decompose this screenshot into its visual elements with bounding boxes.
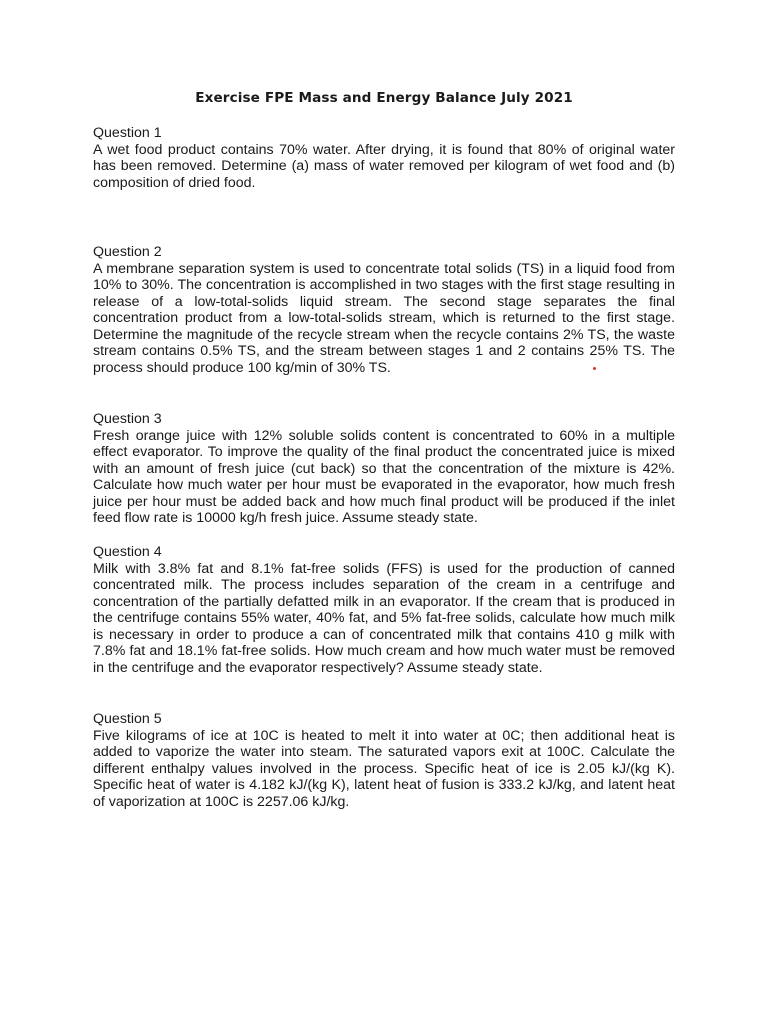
question-1-text: A wet food product contains 70% water. After drying, it is found that 80% of original water has been removed. Determine (a) mass of water removed per kilogram of wet food and (b) composition of dried food. (93, 141, 675, 191)
question-5 (93, 711, 675, 810)
question-5-heading: Question 5 (93, 711, 162, 727)
document-title: Exercise FPE Mass and Energy Balance July 2021 (195, 90, 573, 106)
question-4 (93, 544, 675, 676)
question-2-heading: Question 2 (93, 244, 162, 260)
question-3-heading: Question 3 (93, 411, 162, 427)
question-1-heading: Question 1 (93, 125, 162, 141)
question-4-heading: Question 4 (93, 544, 162, 560)
stray-red-mark (593, 367, 596, 370)
question-3-text: Fresh orange juice with 12% soluble solids content is concentrated to 60% in a multiple effect evaporator. To improve the quality of the final product the concentrated juice is mixed with an amount of fresh juice (cut back) so that the concentration of the mixture is 42%. Calculate how much water per hour must be evaporated in the evaporator, how much fresh juice per hour must be added back and how much final product will be produced if the inlet feed flow rate is 10000 kg/h fresh juice. Assume steady state. (93, 427, 675, 526)
question-5-text: Five kilograms of ice at 10C is heated to melt it into water at 0C; then additional heat is added to vaporize the water into steam. The saturated vapors exit at 100C. Calculate the different enthalpy values involved in the process. Specific heat of ice is 2.05 kJ/(kg K). Specific heat of water is 4.182 kJ/(kg K), latent heat of fusion is 333.2 kJ/kg, and latent heat of vaporization at 100C is 2257.06 kJ/kg. (93, 727, 675, 810)
question-2 (93, 244, 675, 376)
question-1 (93, 125, 675, 191)
question-3 (93, 411, 675, 527)
question-2-text: A membrane separation system is used to concentrate total solids (TS) in a liquid food from 10% to 30%. The concentration is accomplished in two stages with the first stage resulting in release of a low-total-solids liquid stream. The second stage separates the final concentration product from a low-total-solids stream, which is returned to the first stage. Determine the magnitude of the recycle stream when the recycle contains 2% TS, the waste stream contains 0.5% TS, and the stream between stages 1 and 2 contains 25% TS. The process should produce 100 kg/min of 30% TS. (93, 260, 675, 376)
question-4-text: Milk with 3.8% fat and 8.1% fat-free solids (FFS) is used for the production of canned concentrated milk. The process includes separation of the cream in a centrifuge and concentration of the partially defatted milk in an evaporator. If the cream that is produced in the centrifuge contains 55% water, 40% fat, and 5% fat-free solids, calculate how much milk is necessary in order to produce a can of concentrated milk that contains 410 g milk with 7.8% fat and 18.1% fat-free solids. How much cream and how much water must be removed in the centrifuge and the evaporator respectively? Assume steady state. (93, 560, 675, 676)
